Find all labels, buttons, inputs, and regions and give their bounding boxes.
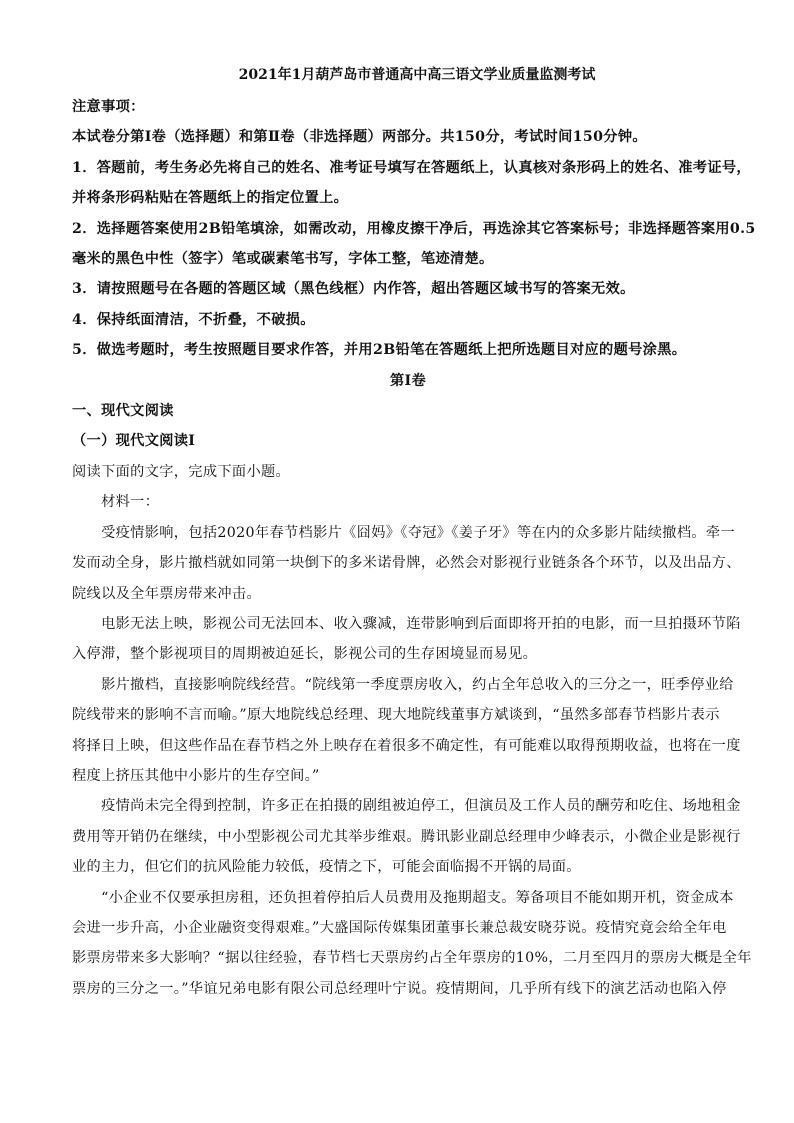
reading-instruction: 阅读下面的文字，完成下面小题。 [72,463,291,480]
paragraph-2-line-1: 电影无法上映，影视公司无法回本、收入骤减，连带影响到后面即将开拍的电影，而一旦拍摄环节陷 [101,615,741,632]
notice-item-5: 5．做选考题时，考生按照题目要求作答，并用2B铅笔在答题纸上把所选题目对应的题号涂黑。 [72,342,687,359]
paragraph-4-line-1: 疫情尚未完全得到控制，许多正在拍摄的剧组被迫停工，但演员及工作人员的酬劳和吃住、场地租金 [101,798,741,815]
paragraph-5-line-2: 会进一步升高，小企业融资变得艰难。”大盛国际传媒集团董事长兼总裁安晓芬说。疫情究竟会给全年电 [72,919,727,936]
exam-page [72,64,756,1004]
volume-heading: 第Ⅰ卷 [389,372,427,389]
paragraph-3-line-3: 将择日上映，但这些作品在春节档之外上映存在着很多不确定性，有可能难以取得预期收益，也将在一度 [72,737,741,754]
paragraph-3-line-1: 影片撤档，直接影响院线经营。“院线第一季度票房收入，约占全年总收入的三分之一，旺季停业给 [101,676,734,693]
paragraph-5-line-1: “小企业不仅要承担房租，还负担着停拍后人员费用及拖期超支。筹备项目不能如期开机，资金成本 [101,889,734,906]
notice-heading: 注意事项： [72,99,145,115]
subsection-heading: （一）现代文阅读Ⅰ [72,433,196,450]
paragraph-3-line-2: 院线带来的影响不言而喻。”原大地院线总经理、现大地院线董事方斌谈到，“虽然多部春节档影片表示 [72,707,720,724]
paragraph-4-line-2: 费用等开销仍在继续，中小型影视公司尤其举步维艰。腾讯影业副总经理申少峰表示，小微企业是影视行 [72,828,741,845]
notice-item-1-line-2: 并将条形码粘贴在答题纸上的指定位置上。 [72,190,349,207]
notice-item-1-line-1: 1．答题前，考生务必先将自己的姓名、准考证号填写在答题纸上，认真核对条形码上的姓名、准考证号， [72,159,751,176]
paragraph-5-line-3: 影票房带来多大影响？“据以往经验，春节档七天票房约占全年票房的10%，二月至四月的票房大概是全年 [72,950,752,967]
notice-intro: 本试卷分第Ⅰ卷（选择题）和第Ⅱ卷（非选择题）两部分。共150分，考试时间150分钟。 [72,129,647,146]
paragraph-2-line-2: 入停滞，整个影视项目的周期被迫延长，影视公司的生存困境显而易见。 [72,646,538,663]
paragraph-1-line-3: 院线以及全年票房带来冲击。 [72,585,261,602]
paragraph-4-line-3: 业的主力，但它们的抗风险能力较低，疫情之下，可能会面临揭不开锅的局面。 [72,859,581,876]
notice-item-2-line-1: 2．选择题答案使用2B铅笔填涂，如需改动，用橡皮擦干净后，再选涂其它答案标号；非选择题答案用0.5 [72,220,756,237]
paragraph-1-line-1: 受疫情影响，包括2020年春节档影片《囧妈》《夺冠》《姜子牙》等在内的众多影片陆续撤档。牵一 [101,524,735,541]
paragraph-5-line-4: 票房的三分之一。”华谊兄弟电影有限公司总经理叶宁说。疫情期间，几乎所有线下的演艺活动也陷入停 [72,980,727,997]
notice-item-3: 3．请按照题号在各题的答题区域（黑色线框）内作答，超出答题区域书写的答案无效。 [72,281,635,298]
notice-item-2-line-2: 毫米的黑色中性（签字）笔或碳素笔书写，字体工整，笔迹清楚。 [72,251,494,268]
paragraph-1-line-2: 发而动全身，影片撤档就如同第一块倒下的多米诺骨牌，必然会对影视行业链条各个环节，以及出品方、 [72,555,741,572]
notice-item-4: 4．保持纸面清洁，不折叠，不破损。 [72,311,315,328]
exam-title: 2021年1月葫芦岛市普通高中高三语文学业质量监测考试 [238,67,596,83]
material-label: 材料一： [101,494,160,511]
paragraph-3-line-4: 程度上挤压其他中小影片的生存空间。” [72,767,320,784]
section-heading: 一、现代文阅读 [72,403,174,420]
